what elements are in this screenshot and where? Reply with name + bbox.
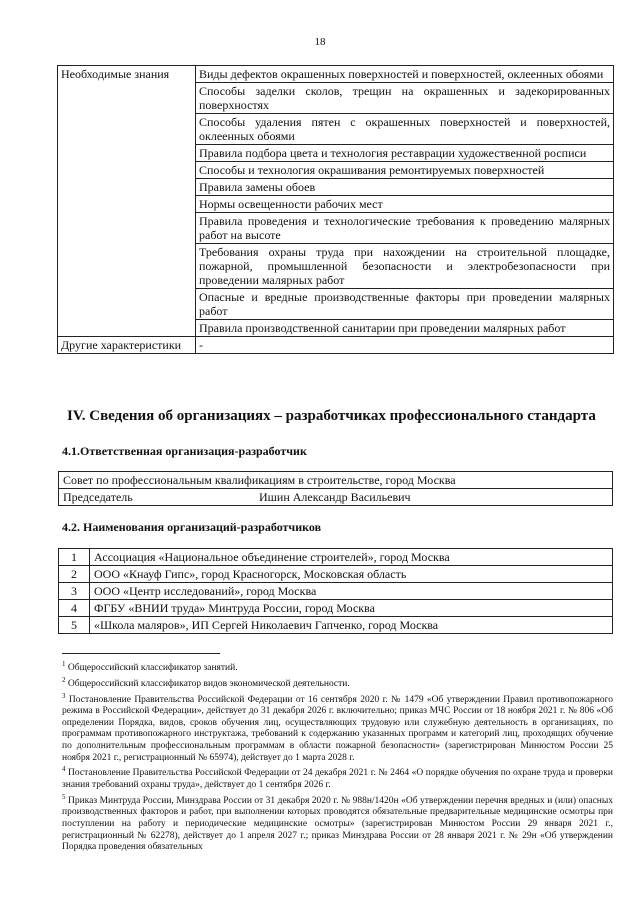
footnote-text: Постановление Правительства Российской Федерации от 16 сентября 2020 г. № 1479 «Об утверждении Правил противопожарного режима в Российской Федерации», действует до 31 декабря 2026 г. включительно; приказ МЧС России от 18 ноября 2021 г. № 806 «Об определении Порядка, видов, сроков обучения лиц, осуществляющих трудовую или служебную деятельность в организациях, по программам противопожарного инструктажа, требований к содержанию указанных программ и категорий лиц, проходящих обучение по дополнительным профессиональным программам в области пожарной безопасности» (зарегистрирован Минюстом России 25 ноября 2021 г., регистрационный № 65974), действует до 1 марта 2028 г.: [62, 694, 614, 763]
footnote: [62, 659, 613, 675]
footnote: [62, 792, 613, 854]
org-name: Ассоциация «Национальное объединение строителей», город Москва: [90, 549, 613, 566]
other-value: -: [196, 337, 614, 354]
developers-heading: 4.2. Наименования организаций-разработчиков: [62, 520, 322, 534]
chair-row: [63, 490, 608, 504]
other-label: Другие характеристики: [58, 337, 196, 354]
developers-table: [58, 548, 613, 634]
knowledge-item: Способы удаления пятен с окрашенных поверхностей и поверхностей, оклеенных обоями: [196, 114, 614, 145]
knowledge-item: Способы заделки сколов, трещин на окрашенных и задекорированных поверхностях: [196, 83, 614, 114]
requirements-table: [57, 65, 614, 354]
knowledge-item: Правила проведения и технологические требования к проведению малярных работ на высоте: [196, 213, 614, 244]
knowledge-item: Виды дефектов окрашенных поверхностей и поверхностей, оклеенных обоями: [196, 66, 614, 83]
knowledge-item: Способы и технология окрашивания ремонтируемых поверхностей: [196, 162, 614, 179]
footnote-mark: 4: [62, 765, 66, 774]
chair-label: Председатель: [63, 490, 133, 504]
knowledge-item: Правила подбора цвета и технология реставрации художественной росписи: [196, 145, 614, 162]
table-row: [59, 600, 613, 617]
knowledge-item: Правила замены обоев: [196, 179, 614, 196]
responsible-heading: 4.1.Ответственная организация-разработчик: [62, 444, 307, 458]
table-row: [59, 549, 613, 566]
org-name: ООО «Кнауф Гипс», город Красногорск, Московская область: [90, 566, 613, 583]
knowledge-label: Необходимые знания: [58, 66, 196, 337]
table-row: [58, 66, 614, 83]
footnote-text: Приказ Минтруда России, Минздрава России от 31 декабря 2020 г. № 988н/1420н «Об утверждении перечня вредных и (или) опасных производственных факторов и работ, при выполнении которых проводятся обязательные предварительные медицинские осмотры при поступлении на работу и периодические медицинские осмотры» (зарегистрирован Минюстом России 29 января 2021 г., регистрационный № 62278), действует до 1 апреля 2027 г.; приказ Минздрава России от 28 января 2021 г. № 29н «Об утверждении Порядка проведения обязательных: [62, 795, 614, 853]
table-row: [59, 583, 613, 600]
footnote-separator: [62, 653, 220, 654]
chair-name: Ишин Александр Васильевич: [259, 490, 411, 504]
footnotes: [62, 659, 613, 854]
page-number: 18: [314, 36, 326, 48]
table-row: [59, 489, 613, 506]
knowledge-item: Требования охраны труда при нахождении на строительной площадке, пожарной, промышленной безопасности и электробезопасности при проведении малярных работ: [196, 244, 614, 289]
responsible-org: Совет по профессиональным квалификациям в строительстве, город Москва: [59, 472, 613, 489]
footnote-mark: 3: [62, 691, 66, 700]
footnote-text: Общероссийский классификатор видов экономической деятельности.: [67, 678, 350, 689]
footnote-mark: 2: [62, 675, 66, 684]
knowledge-item: Правила производственной санитарии при проведении малярных работ: [196, 320, 614, 337]
row-number: 3: [59, 583, 90, 600]
row-number: 5: [59, 617, 90, 634]
footnote-text: Общероссийский классификатор занятий.: [67, 663, 238, 674]
table-row: [59, 472, 613, 489]
table-row: [59, 566, 613, 583]
knowledge-item: Нормы освещенности рабочих мест: [196, 196, 614, 213]
org-name: ООО «Центр исследований», город Москва: [90, 583, 613, 600]
table-row: [59, 617, 613, 634]
section-title: IV. Сведения об организациях – разработчиках профессионального стандарта: [67, 408, 596, 424]
org-name: «Школа маляров», ИП Сергей Николаевич Гапченко, город Москва: [90, 617, 613, 634]
org-name: ФГБУ «ВНИИ труда» Минтруда России, город Москва: [90, 600, 613, 617]
row-number: 4: [59, 600, 90, 617]
responsible-table: [58, 471, 613, 506]
footnote-mark: 5: [62, 792, 66, 801]
knowledge-item: Опасные и вредные производственные факторы при проведении малярных работ: [196, 289, 614, 320]
footnote-text: Постановление Правительства Российской Федерации от 24 декабря 2021 г. № 2464 «О порядке обучения по охране труда и проверки знания требований охраны труда», действует до 1 сентября 2026 г.: [62, 768, 613, 790]
footnote: [62, 764, 613, 791]
footnote: [62, 675, 613, 691]
footnote-mark: 1: [62, 660, 66, 668]
table-row: [58, 337, 614, 354]
row-number: 2: [59, 566, 90, 583]
row-number: 1: [59, 549, 90, 566]
footnote: [62, 691, 613, 765]
